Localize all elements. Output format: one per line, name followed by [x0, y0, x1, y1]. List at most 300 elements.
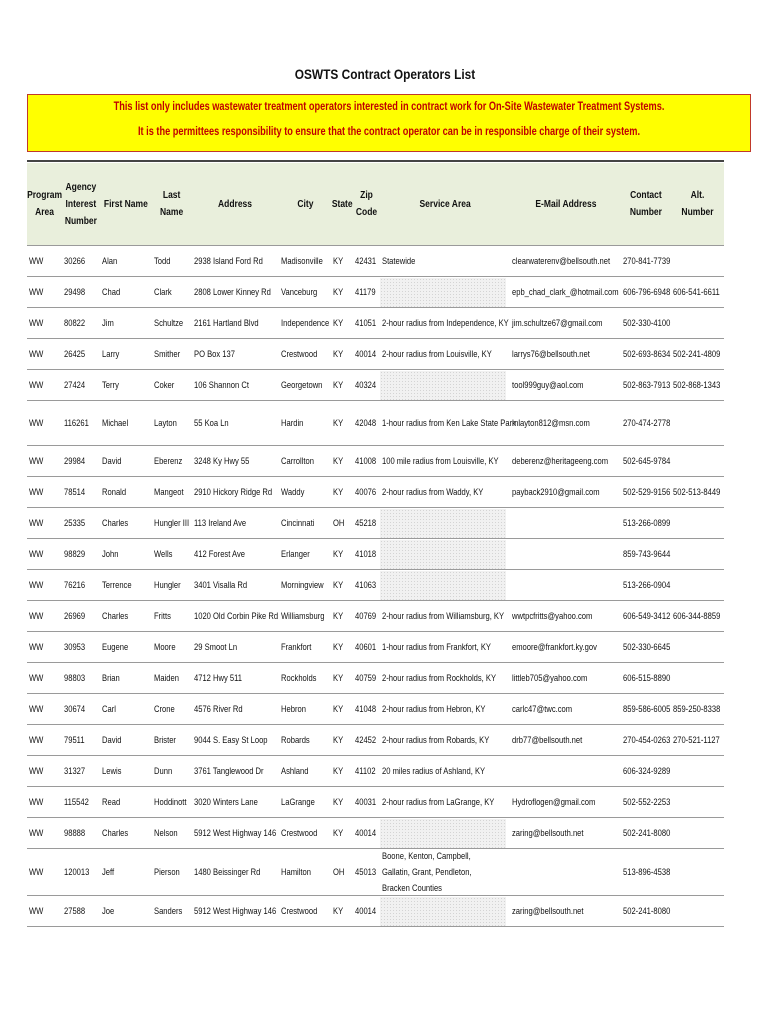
address-cell: 9044 S. Easy St Loop: [194, 735, 268, 746]
table-row: [27, 570, 724, 601]
zip-code-cell: 41008: [355, 456, 377, 467]
last-name-cell: Todd: [154, 256, 171, 267]
first-name-cell: Charles: [102, 518, 129, 529]
first-name-cell: Charles: [102, 828, 129, 839]
address-cell: 3248 Ky Hwy 55: [194, 456, 250, 467]
address-cell: 4576 River Rd: [194, 704, 243, 715]
state-cell: KY: [333, 380, 344, 391]
table-row: [27, 663, 724, 694]
alt-number-cell: [673, 246, 724, 277]
service-area-cell: 20 miles radius of Ashland, KY: [382, 766, 486, 777]
table-top-border: [27, 160, 724, 162]
alt-number-cell: [673, 787, 724, 818]
program-area-cell: WW: [29, 704, 44, 715]
zip-code-cell: 40601: [355, 642, 377, 653]
email-address-cell[interactable]: tool999guy@aol.com: [512, 380, 584, 391]
agency-interest-number-cell: 120013: [64, 867, 90, 878]
last-name-cell: Hoddinott: [154, 797, 187, 808]
contact-number-cell: 270-474-2778: [623, 418, 671, 429]
first-name-cell: Joe: [102, 906, 115, 917]
zip-code-cell: 45218: [355, 518, 377, 529]
alt-number-cell: [673, 508, 724, 539]
alt-number-cell: 270-521-1127: [673, 735, 720, 746]
program-area-cell: WW: [29, 673, 44, 684]
city-cell: Cincinnati: [281, 518, 315, 529]
contact-number-cell: 502-330-4100: [623, 318, 671, 329]
table-row: [27, 446, 724, 477]
table-row: [27, 725, 724, 756]
state-cell: KY: [333, 766, 344, 777]
email-address-cell[interactable]: clearwaterenv@bellsouth.net: [512, 256, 611, 267]
address-cell: 29 Smoot Ln: [194, 642, 238, 653]
program-area-cell: WW: [29, 318, 44, 329]
last-name-cell: Maiden: [154, 673, 179, 684]
header-alt-number: Alt. Number: [681, 190, 714, 218]
state-cell: KY: [333, 611, 344, 622]
address-cell: 5912 West Highway 146: [194, 828, 277, 839]
agency-interest-number-cell: 25335: [64, 518, 86, 529]
agency-interest-number-cell: 27424: [64, 380, 86, 391]
zip-code-cell: 40076: [355, 487, 377, 498]
table-row: [27, 246, 724, 277]
city-cell: Vanceburg: [281, 287, 318, 298]
last-name-cell: Smither: [154, 349, 181, 360]
zip-code-cell: 40759: [355, 673, 377, 684]
last-name-cell: Crone: [154, 704, 175, 715]
state-cell: KY: [333, 549, 344, 560]
email-address-cell[interactable]: littleb705@yahoo.com: [512, 673, 588, 684]
notice-line-2: It is the permittees responsibility to ensure that the contract operator can be in responsible charge of their system.: [137, 126, 641, 138]
row-separator: [27, 786, 724, 787]
agency-interest-number-cell: 30266: [64, 256, 86, 267]
program-area-cell: WW: [29, 418, 44, 429]
city-cell: Madisonville: [281, 256, 323, 267]
last-name-cell: Brister: [154, 735, 176, 746]
contact-number-cell: 859-586-6005: [623, 704, 671, 715]
alt-number-cell: [673, 849, 724, 896]
email-address-cell[interactable]: wwtpcfritts@yahoo.com: [512, 611, 593, 622]
program-area-cell: WW: [29, 549, 44, 560]
last-name-cell: Clark: [154, 287, 172, 298]
row-separator: [27, 600, 724, 601]
alt-number-cell: 502-513-8449: [673, 487, 721, 498]
email-address-cell[interactable]: emoore@frankfort.ky.gov: [512, 642, 597, 653]
service-area-cell: 100 mile radius from Louisville, KY: [382, 456, 499, 467]
program-area-cell: WW: [29, 867, 44, 878]
service-area-cell: 2-hour radius from Louisville, KY: [382, 349, 492, 360]
contact-number-cell: 502-241-8080: [623, 828, 671, 839]
state-cell: KY: [333, 704, 344, 715]
address-cell: 412 Forest Ave: [194, 549, 245, 560]
alt-number-cell: [673, 756, 724, 787]
address-cell: PO Box 137: [194, 349, 235, 360]
city-cell: Crestwood: [281, 906, 318, 917]
state-cell: KY: [333, 418, 344, 429]
row-separator: [27, 245, 724, 246]
row-separator: [27, 507, 724, 508]
program-area-cell: WW: [29, 456, 44, 467]
city-cell: Carrollton: [281, 456, 314, 467]
state-cell: KY: [333, 735, 344, 746]
program-area-cell: WW: [29, 580, 44, 591]
first-name-cell: David: [102, 735, 122, 746]
first-name-cell: Jeff: [102, 867, 115, 878]
email-address-cell[interactable]: Hydroflogen@gmail.com: [512, 797, 596, 808]
service-area-cell: [382, 818, 510, 849]
notice-banner: [27, 94, 751, 152]
table-row: [27, 849, 724, 896]
first-name-cell: Larry: [102, 349, 120, 360]
service-area-cell: Statewide: [382, 256, 416, 267]
first-name-cell: Eugene: [102, 642, 129, 653]
first-name-cell: David: [102, 456, 122, 467]
alt-number-cell: [673, 570, 724, 601]
city-cell: Hardin: [281, 418, 304, 429]
row-separator: [27, 926, 724, 927]
city-cell: Waddy: [281, 487, 305, 498]
first-name-cell: Michael: [102, 418, 129, 429]
service-area-cell: [382, 570, 510, 601]
header-email-address: E-Mail Address: [534, 198, 597, 210]
alt-number-cell: [673, 401, 724, 446]
contact-number-cell: 513-896-4538: [623, 867, 671, 878]
zip-code-cell: 40014: [355, 906, 377, 917]
header-address: Address: [218, 198, 253, 210]
program-area-cell: WW: [29, 735, 44, 746]
state-cell: KY: [333, 673, 344, 684]
last-name-cell: Schultze: [154, 318, 184, 329]
alt-number-cell: [673, 896, 724, 927]
agency-interest-number-cell: 76216: [64, 580, 86, 591]
last-name-cell: Pierson: [154, 867, 180, 878]
program-area-cell: WW: [29, 611, 44, 622]
state-cell: KY: [333, 580, 344, 591]
row-separator: [27, 569, 724, 570]
agency-interest-number-cell: 80822: [64, 318, 86, 329]
table-row: [27, 339, 724, 370]
email-address-cell[interactable]: jim.schultze67@gmail.com: [512, 318, 603, 329]
row-separator: [27, 369, 724, 370]
city-cell: Hamilton: [281, 867, 311, 878]
header-zip-code: Zip Code: [355, 190, 378, 218]
service-area-cell: [382, 277, 510, 308]
service-area-cell: 2-hour radius from Independence, KY: [382, 318, 509, 329]
state-cell: OH: [333, 867, 345, 878]
state-cell: KY: [333, 318, 344, 329]
agency-interest-number-cell: 27588: [64, 906, 86, 917]
city-cell: Crestwood: [281, 828, 318, 839]
alt-number-cell: 859-250-8338: [673, 704, 721, 715]
service-area-cell: 2-hour radius from Robards, KY: [382, 735, 490, 746]
contact-number-cell: 270-454-0263: [623, 735, 671, 746]
state-cell: KY: [333, 349, 344, 360]
state-cell: KY: [333, 797, 344, 808]
page-title: OSWTS Contract Operators List: [294, 66, 476, 82]
row-separator: [27, 276, 724, 277]
header-service-area: Service Area: [419, 198, 471, 210]
program-area-cell: WW: [29, 349, 44, 360]
email-address-cell: [512, 539, 621, 570]
program-area-cell: WW: [29, 518, 44, 529]
table-row: [27, 277, 724, 308]
table-row: [27, 508, 724, 539]
contact-number-cell: 502-863-7913: [623, 380, 671, 391]
contact-number-cell: 513-266-0899: [623, 518, 671, 529]
address-cell: 4712 Hwy 511: [194, 673, 243, 684]
program-area-cell: WW: [29, 256, 44, 267]
table-row: [27, 818, 724, 849]
program-area-cell: WW: [29, 797, 44, 808]
table-header: [27, 163, 724, 245]
zip-code-cell: 40324: [355, 380, 377, 391]
email-address-cell[interactable]: carlc47@twc.com: [512, 704, 573, 715]
table-row: [27, 477, 724, 508]
state-cell: KY: [333, 456, 344, 467]
email-address-cell: [512, 849, 621, 896]
zip-code-cell: 41051: [355, 318, 377, 329]
address-cell: 106 Shannon Ct: [194, 380, 249, 391]
last-name-cell: Dunn: [154, 766, 173, 777]
zip-code-cell: 42048: [355, 418, 377, 429]
row-separator: [27, 445, 724, 446]
service-area-cell: 2-hour radius from Williamsburg, KY: [382, 611, 505, 622]
first-name-cell: Brian: [102, 673, 120, 684]
email-address-cell: [512, 508, 621, 539]
city-cell: Crestwood: [281, 349, 318, 360]
last-name-cell: Coker: [154, 380, 175, 391]
city-cell: Rockholds: [281, 673, 317, 684]
address-cell: 1480 Beissinger Rd: [194, 867, 261, 878]
city-cell: Morningview: [281, 580, 324, 591]
header-first-name: First Name: [104, 198, 148, 210]
zip-code-cell: 41102: [355, 766, 376, 777]
row-separator: [27, 307, 724, 308]
zip-code-cell: 40031: [355, 797, 377, 808]
city-cell: LaGrange: [281, 797, 315, 808]
state-cell: KY: [333, 256, 344, 267]
alt-number-cell: [673, 663, 724, 694]
zip-code-cell: 40014: [355, 828, 377, 839]
city-cell: Robards: [281, 735, 310, 746]
program-area-cell: WW: [29, 642, 44, 653]
last-name-cell: Eberenz: [154, 456, 183, 467]
table-row: [27, 896, 724, 927]
last-name-cell: Mangeot: [154, 487, 184, 498]
email-address-cell: [512, 570, 621, 601]
program-area-cell: WW: [29, 487, 44, 498]
city-cell: Erlanger: [281, 549, 310, 560]
zip-code-cell: 45013: [355, 867, 377, 878]
contact-number-cell: 502-241-8080: [623, 906, 671, 917]
last-name-cell: Layton: [154, 418, 177, 429]
contact-number-cell: 502-330-6645: [623, 642, 671, 653]
first-name-cell: Alan: [102, 256, 118, 267]
zip-code-cell: 42431: [355, 256, 377, 267]
contact-number-cell: 606-515-8890: [623, 673, 671, 684]
row-separator: [27, 538, 724, 539]
agency-interest-number-cell: 26425: [64, 349, 86, 360]
service-area-cell: [382, 539, 510, 570]
table-row: [27, 632, 724, 663]
row-separator: [27, 400, 724, 401]
email-address-cell[interactable]: zaring@bellsouth.net: [512, 828, 584, 839]
last-name-cell: Hungler III: [154, 518, 190, 529]
service-area-cell: 2-hour radius from Hebron, KY: [382, 704, 486, 715]
service-area-cell: 1-hour radius from Frankfort, KY: [382, 642, 491, 653]
city-cell: Independence: [281, 318, 330, 329]
agency-interest-number-cell: 116261: [64, 418, 89, 429]
state-cell: KY: [333, 906, 344, 917]
last-name-cell: Hungler: [154, 580, 181, 591]
address-cell: 2938 Island Ford Rd: [194, 256, 263, 267]
contact-number-cell: 502-693-8634: [623, 349, 671, 360]
zip-code-cell: 42452: [355, 735, 377, 746]
header-agency-interest-number: Agency Interest Number: [64, 181, 98, 227]
alt-number-cell: 606-541-6611: [673, 287, 720, 298]
agency-interest-number-cell: 115542: [64, 797, 89, 808]
contact-number-cell: 606-324-9289: [623, 766, 671, 777]
contact-number-cell: 606-549-3412: [623, 611, 671, 622]
alt-number-cell: 502-868-1343: [673, 380, 721, 391]
city-cell: Williamsburg: [281, 611, 325, 622]
first-name-cell: John: [102, 549, 119, 560]
city-cell: Georgetown: [281, 380, 323, 391]
alt-number-cell: [673, 308, 724, 339]
header-state: State: [331, 198, 353, 210]
row-separator: [27, 631, 724, 632]
agency-interest-number-cell: 30674: [64, 704, 86, 715]
state-cell: KY: [333, 828, 344, 839]
agency-interest-number-cell: 31327: [64, 766, 86, 777]
zip-code-cell: 40014: [355, 349, 377, 360]
service-area-cell: 1-hour radius from Ken Lake State Park: [382, 418, 516, 429]
first-name-cell: Charles: [102, 611, 129, 622]
zip-code-cell: 40769: [355, 611, 377, 622]
service-area-cell: [382, 508, 510, 539]
service-area-cell: 2-hour radius from Waddy, KY: [382, 487, 484, 498]
row-separator: [27, 476, 724, 477]
table-row: [27, 401, 724, 446]
email-address-cell[interactable]: zaring@bellsouth.net: [512, 906, 584, 917]
contact-number-cell: 606-796-6948: [623, 287, 671, 298]
service-area-cell: [382, 896, 510, 927]
first-name-cell: Carl: [102, 704, 116, 715]
address-cell: 5912 West Highway 146: [194, 906, 277, 917]
last-name-cell: Nelson: [154, 828, 178, 839]
service-area-cell: 2-hour radius from Rockholds, KY: [382, 673, 497, 684]
city-cell: Ashland: [281, 766, 309, 777]
row-separator: [27, 755, 724, 756]
agency-interest-number-cell: 30953: [64, 642, 86, 653]
contact-number-cell: 502-552-2253: [623, 797, 671, 808]
email-address-cell[interactable]: deberenz@heritageeng.com: [512, 456, 609, 467]
table-row: [27, 694, 724, 725]
service-area-cell: 2-hour radius from LaGrange, KY: [382, 797, 495, 808]
zip-code-cell: 41018: [355, 549, 377, 560]
program-area-cell: WW: [29, 766, 44, 777]
header-last-name: Last Name: [160, 190, 184, 218]
table-row: [27, 308, 724, 339]
row-separator: [27, 338, 724, 339]
agency-interest-number-cell: 78514: [64, 487, 86, 498]
row-separator: [27, 848, 724, 849]
address-cell: 3761 Tanglewood Dr: [194, 766, 264, 777]
city-cell: Hebron: [281, 704, 306, 715]
last-name-cell: Sanders: [154, 906, 183, 917]
last-name-cell: Wells: [154, 549, 173, 560]
program-area-cell: WW: [29, 287, 44, 298]
first-name-cell: Chad: [102, 287, 121, 298]
program-area-cell: WW: [29, 380, 44, 391]
address-cell: 3020 Winters Lane: [194, 797, 258, 808]
alt-number-cell: [673, 632, 724, 663]
zip-code-cell: 41179: [355, 287, 376, 298]
service-area-cell: [382, 370, 510, 401]
header-program-area: Program Area: [27, 190, 62, 218]
address-cell: 2161 Hartland Blvd: [194, 318, 259, 329]
email-address-cell[interactable]: epb_chad_clark_@hotmail.com: [512, 287, 619, 298]
first-name-cell: Jim: [102, 318, 114, 329]
agency-interest-number-cell: 79511: [64, 735, 85, 746]
state-cell: KY: [333, 287, 344, 298]
alt-number-cell: [673, 539, 724, 570]
alt-number-cell: 502-241-4809: [673, 349, 721, 360]
first-name-cell: Terrence: [102, 580, 132, 591]
row-separator: [27, 693, 724, 694]
table-row: [27, 601, 724, 632]
state-cell: OH: [333, 518, 345, 529]
email-address-cell: [512, 756, 621, 787]
table-row: [27, 787, 724, 818]
zip-code-cell: 41063: [355, 580, 377, 591]
address-cell: 2910 Hickory Ridge Rd: [194, 487, 273, 498]
first-name-cell: Terry: [102, 380, 119, 391]
alt-number-cell: [673, 818, 724, 849]
agency-interest-number-cell: 98888: [64, 828, 86, 839]
table-row: [27, 756, 724, 787]
program-area-cell: WW: [29, 828, 44, 839]
table-row: [27, 539, 724, 570]
address-cell: 55 Koa Ln: [194, 418, 229, 429]
email-address-cell[interactable]: drb77@bellsouth.net: [512, 735, 583, 746]
email-address-cell[interactable]: mlayton812@msn.com: [512, 418, 590, 429]
city-cell: Frankfort: [281, 642, 312, 653]
agency-interest-number-cell: 98803: [64, 673, 86, 684]
agency-interest-number-cell: 26969: [64, 611, 86, 622]
first-name-cell: Ronald: [102, 487, 127, 498]
row-separator: [27, 817, 724, 818]
state-cell: KY: [333, 487, 344, 498]
agency-interest-number-cell: 29498: [64, 287, 86, 298]
header-city: City: [296, 198, 314, 210]
email-address-cell[interactable]: payback2910@gmail.com: [512, 487, 600, 498]
first-name-cell: Lewis: [102, 766, 122, 777]
notice-line-1: This list only includes wastewater treatment operators interested in contract work for On-Site Wastewater Treatment Systems.: [113, 101, 665, 113]
contact-number-cell: 502-645-9784: [623, 456, 671, 467]
last-name-cell: Fritts: [154, 611, 171, 622]
address-cell: 2808 Lower Kinney Rd: [194, 287, 271, 298]
agency-interest-number-cell: 29984: [64, 456, 86, 467]
alt-number-cell: [673, 446, 724, 477]
row-separator: [27, 724, 724, 725]
email-address-cell[interactable]: larrys76@bellsouth.net: [512, 349, 590, 360]
zip-code-cell: 41048: [355, 704, 377, 715]
contact-number-cell: 513-266-0904: [623, 580, 671, 591]
first-name-cell: Read: [102, 797, 121, 808]
last-name-cell: Moore: [154, 642, 176, 653]
address-cell: 1020 Old Corbin Pike Rd: [194, 611, 279, 622]
contact-number-cell: 859-743-9644: [623, 549, 671, 560]
